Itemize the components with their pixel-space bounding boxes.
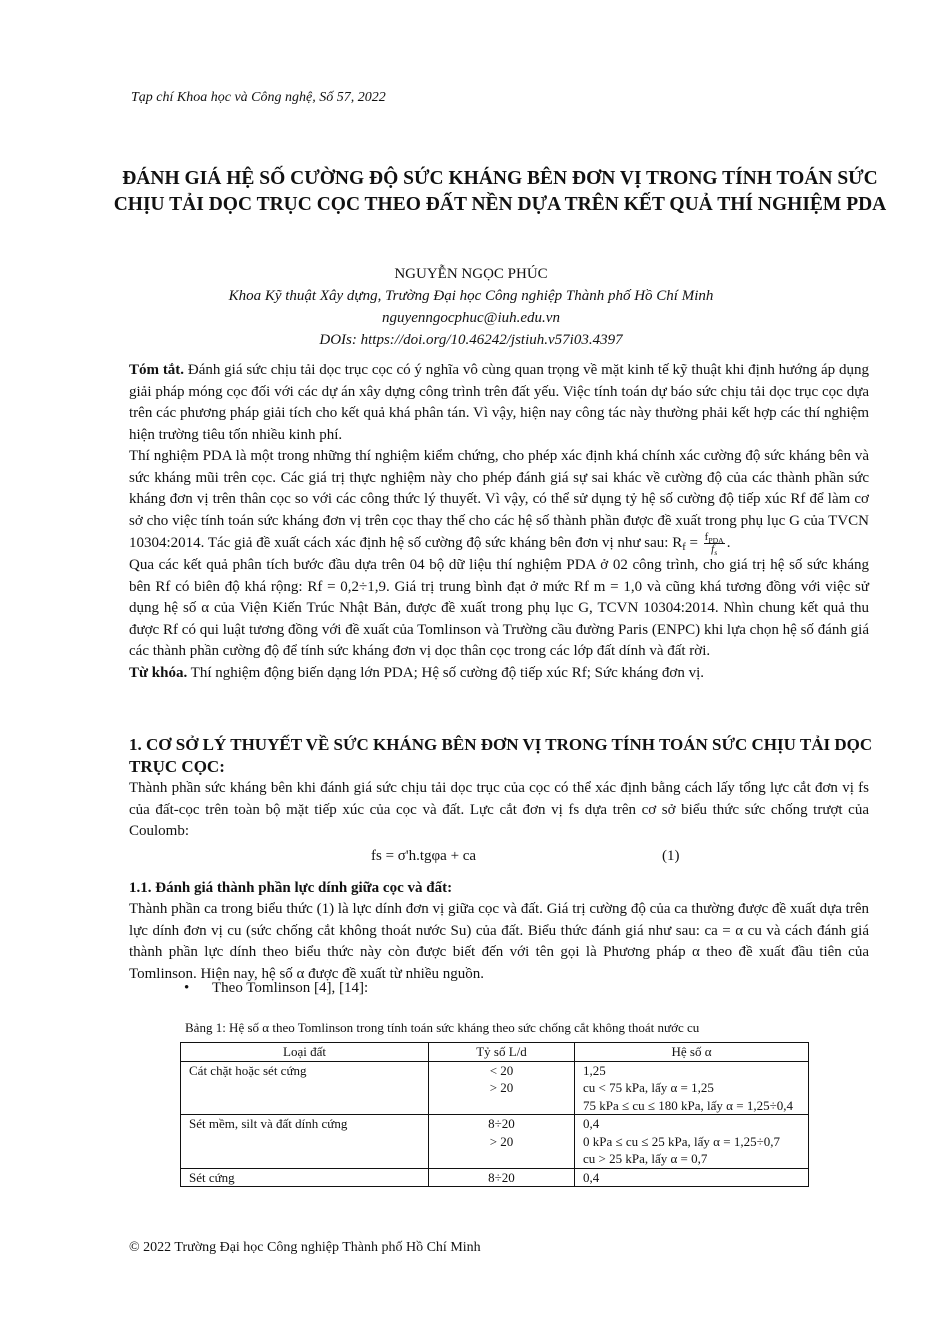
section-1-heading: 1. CƠ SỞ LÝ THUYẾT VỀ SỨC KHÁNG BÊN ĐƠN VỊ TRONG TÍNH TOÁN SỨC CHỊU TẢI DỌC TRỤC CỌC:: [129, 735, 873, 776]
table-cell-soil: Sét mềm, silt và đất dính cứng: [181, 1115, 429, 1169]
formula-denominator: [704, 544, 725, 555]
bullet-text: Theo Tomlinson [4], [14]:: [212, 980, 369, 996]
doi-link[interactable]: DOIs: https://doi.org/10.46242/jstiuh.v57i03.4397: [319, 332, 623, 348]
section-1-body: [129, 778, 869, 843]
table-cell-soil: Cát chặt hoặc sét cứng: [181, 1061, 429, 1115]
author-name: NGUYỄN NGỌC PHÚC: [394, 266, 548, 282]
equation-1-number: (1): [662, 848, 680, 864]
abstract-text-2: Thí nghiệm PDA là một trong những thí nghiệm kiểm chứng, cho phép xác định khá chính xác cường độ sức kháng bên và sức kháng mũi trên cọc. Các giá trị thực nghiệm này cho phép đánh giá sự sai khác về cường độ của các thành phần sức kháng đơn vị trên thân cọc so với các công thức lý thuyết. Vì vậy, có thể sử dụng tỷ hệ số cường độ tiếp xúc Rf để làm cơ sở cho việc tính toán sức kháng đơn vị trên cọc thay thế cho các hệ số thành phần được đề xuất trong phụ lục G của TVCN 10304:2014. Tác giả đề xuất cách xác định hệ số cường độ sức kháng bên đơn vị như sau:: [129, 448, 869, 551]
alpha-value: cu > 25 kPa, lấy α = 0,7: [583, 1151, 708, 1166]
table-header-cell: Loại đất: [181, 1043, 429, 1062]
table-cell-alpha: [575, 1168, 809, 1187]
table-cell-ratio: [429, 1061, 575, 1115]
table-cell-ratio: [429, 1115, 575, 1169]
abstract: [129, 360, 869, 684]
formula-num-sub: PDA: [708, 536, 724, 545]
copyright-footer: © 2022 Trường Đại học Công nghiệp Thành phố Hồ Chí Minh: [129, 1240, 481, 1255]
alpha-value: 0,4: [583, 1169, 600, 1185]
bullet-item: [184, 980, 368, 997]
section-1-1-paragraph: Thành phần ca trong biểu thức (1) là lực dính đơn vị giữa cọc và đất. Giá trị cường độ của ca thường được đề xuất dựa trên lực dính đơn vị cu (sức chống cắt không thoát nước Su) của đất. Biểu thức đánh giá như sau: ca = α cu và cách đánh giá thành phần lực dính theo biểu thức này còn được biết đến với tên gọi là Phương pháp α theo đề xuất đầu tiên của Tomlinson. Hiện nay, hệ số α được đề xuất từ nhiều nguồn.: [129, 901, 869, 982]
abstract-paragraph-3: Qua các kết quả phân tích bước đầu dựa trên 04 bộ dữ liệu thí nghiệm PDA ở 02 công trình, cho giá trị hệ số sức kháng bên Rf có biên độ khá rộng: Rf = 0,2÷1,9. Giá trị trung bình đạt ở mức Rf m = 1,0 và cũng khá tương đồng với việc sử dụng hệ số α của Viện Kiến Trúc Nhật Bản, được đề xuất trong phụ lục G, TCVN 10304:2014. Nhìn chung kết quả thu được Rf có qui luật tương đồng với đề xuất của Tomlinson và Trường cầu đường Paris (ENPC) khi lựa chọn hệ số đánh giá các thành phần cường độ để tính sức kháng đơn vị dọc thân cọc trong các lớp đất dính và đất rời.: [129, 557, 869, 659]
formula-den-sub: s: [714, 548, 718, 557]
table-row: [181, 1061, 809, 1115]
rf-formula: $R_f$ = $\frac{f_{PDA}}{f_s}$ .: [672, 531, 731, 557]
formula-lhs-sub: f: [682, 541, 686, 553]
formula-num-base: f: [704, 531, 709, 543]
table-header-row: [181, 1043, 809, 1062]
ratio-value: 8÷20: [488, 1116, 515, 1131]
section-1-1-heading: 1.1. Đánh giá thành phần lực dính giữa cọc và đất:: [129, 880, 453, 896]
ratio-value: 8÷20: [488, 1169, 515, 1185]
keywords-text: Thí nghiệm động biến dạng lớn PDA; Hệ số cường độ tiếp xúc Rf; Sức kháng đơn vị.: [187, 664, 705, 681]
table-header-cell: Hệ số α: [575, 1043, 809, 1062]
journal-header: Tạp chí Khoa học và Công nghệ, Số 57, 2022: [131, 90, 386, 105]
table-1-caption: Bảng 1: Hệ số α theo Tomlinson trong tính toán sức kháng theo sức chống cắt không thoát nước cu: [185, 1020, 700, 1035]
author-affiliation: Khoa Kỹ thuật Xây dựng, Trường Đại học Công nghiệp Thành phố Hồ Chí Minh: [228, 288, 714, 304]
author-email[interactable]: nguyenngocphuc@iuh.edu.vn: [382, 310, 560, 326]
alpha-value: 0 kPa ≤ cu ≤ 25 kPa, lấy α = 1,25÷0,7: [583, 1133, 780, 1149]
table-cell-soil: Sét cứng: [181, 1168, 429, 1187]
equation-1-formula: fs = σ'h.tgφa + ca: [371, 848, 477, 864]
alpha-value: 0,4: [583, 1116, 600, 1131]
keywords-label: Từ khóa.: [129, 664, 188, 681]
keywords: [129, 663, 869, 685]
paper-title: ĐÁNH GIÁ HỆ SỐ CƯỜNG ĐỘ SỨC KHÁNG BÊN ĐƠN VỊ TRONG TÍNH TOÁN SỨC CHỊU TẢI DỌC TRỤC CỌC THEO ĐẤT NỀN DỰA TRÊN KẾT QUẢ THÍ NGHIỆM PDA: [113, 168, 887, 215]
formula-den-base: f: [711, 543, 715, 555]
table-cell-ratio: [429, 1168, 575, 1187]
table-1: [180, 1042, 809, 1187]
section-1-1-body: [129, 899, 869, 985]
alpha-value: cu < 75 kPa, lấy α = 1,25: [583, 1080, 714, 1095]
formula-lhs: R: [672, 534, 683, 551]
author-block: [131, 263, 811, 351]
table-row: [181, 1168, 809, 1187]
abstract-label: Tóm tắt.: [129, 362, 185, 378]
alpha-value: 1,25: [583, 1062, 606, 1078]
abstract-paragraph-1: [129, 360, 869, 446]
table-cell-alpha: [575, 1115, 809, 1169]
table-row: [181, 1115, 809, 1169]
table-header-cell: Tỷ số L/d: [429, 1043, 575, 1062]
alpha-value: 75 kPa ≤ cu ≤ 180 kPa, lấy α = 1,25÷0,4: [583, 1097, 793, 1113]
ratio-value: > 20: [489, 1080, 514, 1095]
ratio-value: > 20: [489, 1133, 514, 1149]
table-cell-alpha: [575, 1061, 809, 1115]
abstract-text-1: Đánh giá sức chịu tải dọc trục cọc có ý nghĩa vô cùng quan trọng về mặt kinh tế kỹ thuật khi định hướng áp dụng giải pháp móng cọc đối với các dự án xây dựng công trình trên đất yếu. Việc tính toán dự báo sức chịu tải dọc trục cọc dựa trên các phương pháp giải tích cho kết quả khá phân tán. Vì vậy, hiện nay công tác này thường phải kết hợp các thí nghiệm hiện trường tiêu tốn nhiều kinh phí.: [129, 362, 869, 443]
bullet-icon: •: [184, 980, 190, 996]
ratio-value: < 20: [489, 1062, 514, 1078]
section-1-paragraph: Thành phần sức kháng bên khi đánh giá sức chịu tải dọc trục của cọc có thể xác định bằng cách lấy tổng lực cắt đơn vị fs của đất-cọc trên toàn bộ mặt tiếp xúc của cọc và đất. Lực cắt đơn vị fs dựa trên cơ sở biểu thức sức chống trượt của Coulomb:: [129, 780, 869, 839]
abstract-paragraph-2: [129, 446, 869, 555]
formula-fraction: [704, 532, 725, 555]
